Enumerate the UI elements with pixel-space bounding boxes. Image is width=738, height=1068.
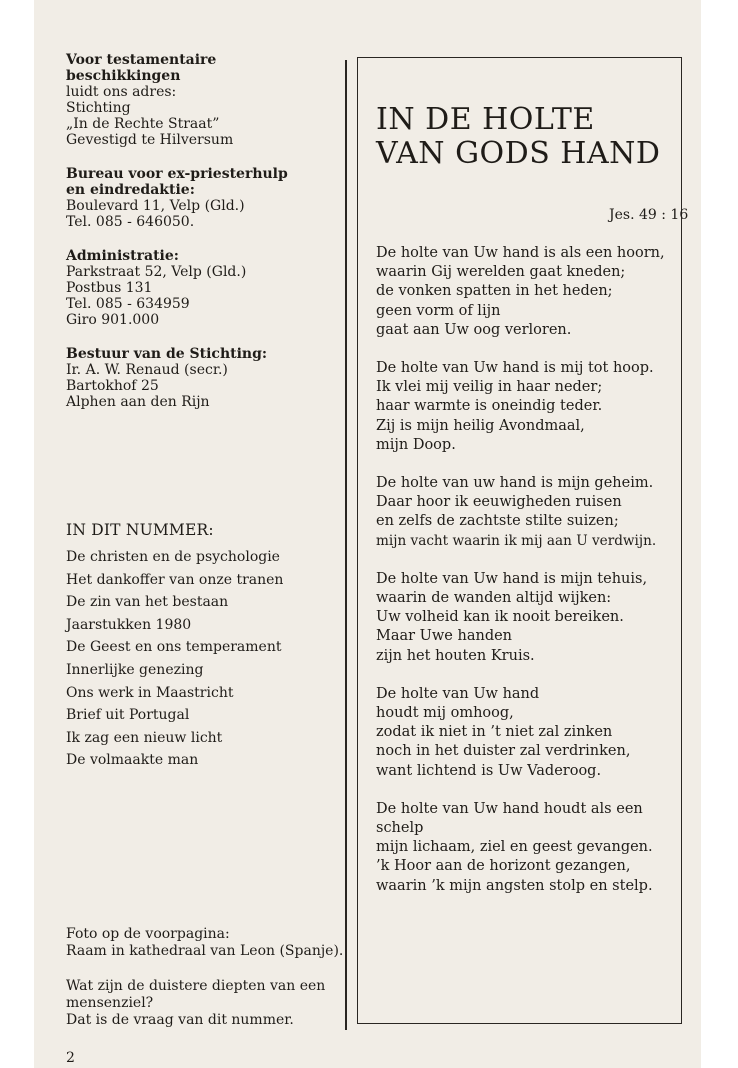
photo-label: Foto op de voorpagina: (66, 926, 230, 942)
contents-item: De volmaakte man (66, 752, 199, 769)
poem-line: haar warmte is oneindig teder. (376, 398, 603, 415)
bureau-line: Boulevard 11, Velp (Gld.) (66, 198, 245, 214)
poem-line: waarin de wanden altijd wijken: (376, 590, 612, 607)
contents-list (66, 546, 283, 772)
poem-line: waarin Gij werelden gaat kneden; (376, 264, 626, 281)
column-divider (345, 60, 347, 1030)
poem-line: Daar hoor ik eeuwigheden ruisen (376, 494, 622, 511)
board-line: Ir. A. W. Renaud (secr.) (66, 362, 228, 378)
poem-line: schelp (376, 820, 424, 837)
bible-reference: Jes. 49 : 16 (609, 207, 689, 223)
address-line: luidt ons adres: (66, 84, 177, 100)
poem-line: mijn lichaam, ziel en geest gevangen. (376, 839, 653, 856)
poem-line: want lichtend is Uw Vaderoog. (376, 762, 602, 779)
poem-stanza (376, 474, 676, 551)
poem-line: mijn vacht waarin ik mij aan U verdwijn. (376, 532, 657, 549)
poem-line: De holte van uw hand is mijn geheim. (376, 475, 654, 492)
address-line: Voor testamentaire (66, 52, 217, 68)
address-line: Stichting (66, 100, 131, 116)
admin-line: Postbus 131 (66, 280, 153, 296)
poem-stanza (376, 800, 676, 896)
admin-line: Administratie: (66, 248, 179, 264)
photo-caption-block (66, 926, 376, 960)
left-column (66, 52, 366, 428)
address-block (66, 52, 366, 148)
contents-item: Ons werk in Maastricht (66, 684, 234, 701)
bureau-block (66, 166, 366, 230)
address-line: beschikkingen (66, 68, 181, 84)
poem-line: geen vorm of lijn (376, 302, 501, 319)
poem-stanza (376, 244, 676, 340)
poem-line: De holte van Uw hand (376, 685, 540, 702)
poem-line: ’k Hoor aan de horizont gezangen, (376, 858, 631, 875)
poem-stanza (376, 685, 676, 781)
document-page (34, 0, 701, 1068)
issue-question (66, 978, 366, 1029)
poem-line: en zelfs de zachtste stilte suizen; (376, 513, 619, 530)
poem-title (376, 103, 686, 171)
admin-line: Giro 901.000 (66, 312, 160, 328)
administration-block (66, 248, 366, 328)
address-line: Gevestigd te Hilversum (66, 132, 234, 148)
admin-line: Parkstraat 52, Velp (Gld.) (66, 264, 247, 280)
poem-line: zijn het houten Kruis. (376, 647, 535, 664)
contents-item: De zin van het bestaan (66, 594, 229, 611)
contents-item: Innerlijke genezing (66, 661, 204, 678)
poem-line: waarin ’k mijn angsten stolp en stelp. (376, 877, 653, 894)
board-line: Alphen aan den Rijn (66, 394, 210, 410)
poem-line: de vonken spatten in het heden; (376, 283, 613, 300)
poem-line: Ik vlei mij veilig in haar neder; (376, 379, 603, 396)
contents-title: IN DIT NUMMER: (66, 521, 214, 539)
board-line: Bestuur van de Stichting: (66, 346, 268, 362)
poem-line: houdt mij omhoog, (376, 705, 514, 722)
poem-title-line: VAN GODS HAND (376, 136, 661, 171)
question-line: Dat is de vraag van dit nummer. (66, 1012, 294, 1028)
poem-line: De holte van Uw hand is mij tot hoop. (376, 360, 654, 377)
admin-line: Tel. 085 - 634959 (66, 296, 190, 312)
poem-line: De holte van Uw hand houdt als een (376, 800, 643, 817)
contents-item: Ik zag een nieuw licht (66, 729, 223, 746)
poem-line: Maar Uwe handen (376, 628, 513, 645)
poem-line: Uw volheid kan ik nooit bereiken. (376, 609, 624, 626)
contents-item: De Geest en ons temperament (66, 639, 282, 656)
poem-line: De holte van Uw hand is als een hoorn, (376, 245, 665, 261)
poem-stanza (376, 359, 676, 455)
poem-line: De holte van Uw hand is mijn tehuis, (376, 570, 648, 587)
contents-item: Het dankoffer van onze tranen (66, 571, 284, 588)
contents-item: Brief uit Portugal (66, 707, 190, 724)
poem-title-line: IN DE HOLTE (376, 102, 595, 137)
photo-caption: Raam in kathedraal van Leon (Spanje). (66, 943, 344, 959)
poem-line: gaat aan Uw oog verloren. (376, 321, 572, 338)
bureau-line: en eindredaktie: (66, 182, 195, 198)
bureau-line: Bureau voor ex-priesterhulp (66, 166, 288, 182)
board-block (66, 346, 366, 410)
contents-item: Jaarstukken 1980 (66, 616, 192, 633)
poem-body (376, 244, 676, 915)
poem-line: zodat ik niet in ’t niet zal zinken (376, 724, 613, 741)
poem-line: Zij is mijn heilig Avondmaal, (376, 417, 585, 434)
poem-stanza (376, 570, 676, 666)
bureau-line: Tel. 085 - 646050. (66, 214, 195, 230)
poem-line: mijn Doop. (376, 436, 456, 453)
page-number: 2 (66, 1050, 75, 1066)
question-line: mensenziel? (66, 995, 154, 1011)
address-line: „In de Rechte Straat” (66, 116, 220, 132)
board-line: Bartokhof 25 (66, 378, 159, 394)
question-line: Wat zijn de duistere diepten van een (66, 978, 326, 994)
contents-item: De christen en de psychologie (66, 549, 280, 565)
poem-line: noch in het duister zal verdrinken, (376, 743, 631, 760)
